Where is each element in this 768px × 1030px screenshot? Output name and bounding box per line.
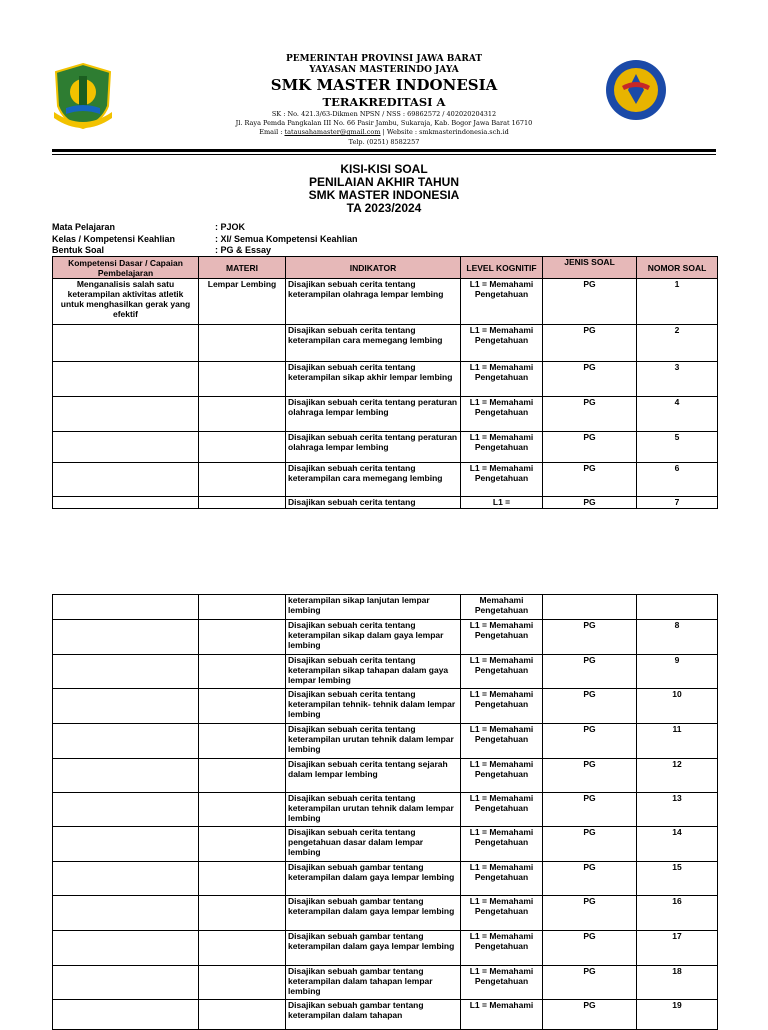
- jenis-cell: [543, 595, 637, 620]
- indikator-cell: Disajikan sebuah cerita tentang keterampilan cara memegang lembing: [286, 463, 461, 497]
- level-cell: L1 = Memahami Pengetahuan: [461, 397, 543, 432]
- nomor-cell: 14: [637, 827, 718, 862]
- jenis-cell: PG: [543, 827, 637, 862]
- materi-cell: [199, 432, 286, 463]
- materi-cell: [199, 362, 286, 397]
- header-materi: MATERI: [199, 257, 286, 279]
- letterhead-accreditation: TERAKREDITASI A: [322, 95, 446, 109]
- kd-cell: [53, 595, 199, 620]
- table-row: [53, 279, 718, 325]
- kd-cell: [53, 827, 199, 862]
- table-row: [53, 966, 718, 1000]
- materi-cell: [199, 463, 286, 497]
- jenis-cell: PG: [543, 896, 637, 931]
- kisi-kisi-table-part2: [52, 594, 718, 1030]
- jenis-cell: PG: [543, 397, 637, 432]
- header-jenis: JENIS SOAL: [543, 257, 637, 279]
- jenis-cell: PG: [543, 497, 637, 509]
- kd-cell: [53, 724, 199, 759]
- subject-value: : PJOK: [215, 222, 246, 232]
- indikator-cell: Disajikan sebuah cerita tentang: [286, 497, 461, 509]
- letterhead-foundation: YAYASAN MASTERINDO JAYA: [309, 65, 459, 75]
- table-row: [53, 362, 718, 397]
- table-row: [53, 862, 718, 896]
- indikator-cell: Disajikan sebuah cerita tentang pengetahuan dasar dalam lempar lembing: [286, 827, 461, 862]
- nomor-cell: 19: [637, 1000, 718, 1030]
- materi-cell: [199, 896, 286, 931]
- nomor-cell: 2: [637, 325, 718, 362]
- kd-cell: [53, 325, 199, 362]
- doc-title-line1: KISI-KISI SOAL: [340, 162, 428, 176]
- jenis-cell: PG: [543, 966, 637, 1000]
- level-cell: L1 = Memahami Pengetahuan: [461, 689, 543, 724]
- jenis-cell: PG: [543, 931, 637, 966]
- level-cell: L1 = Memahami Pengetahuan: [461, 827, 543, 862]
- level-cell: L1 = Memahami Pengetahuan: [461, 279, 543, 325]
- website-text: | Website : smkmasterindonesia.sch.id: [380, 128, 509, 136]
- table-row: [53, 497, 718, 509]
- kd-cell: [53, 759, 199, 793]
- materi-cell: [199, 862, 286, 896]
- table-row: [53, 724, 718, 759]
- materi-cell: [199, 325, 286, 362]
- materi-cell: [199, 620, 286, 655]
- indikator-cell: Disajikan sebuah cerita tentang keterampilan cara memegang lembing: [286, 325, 461, 362]
- indikator-cell: Disajikan sebuah cerita tentang keterampilan urutan tehnik dalam lempar lembing: [286, 793, 461, 827]
- letterhead-school-name: SMK MASTER INDONESIA: [270, 76, 498, 94]
- materi-cell: Lempar Lembing: [199, 279, 286, 325]
- level-cell: L1 = Memahami Pengetahuan: [461, 432, 543, 463]
- table-row: [53, 689, 718, 724]
- nomor-cell: 15: [637, 862, 718, 896]
- doc-title-line3: SMK MASTER INDONESIA: [308, 188, 460, 202]
- email-label: Email :: [259, 128, 285, 136]
- jenis-cell: PG: [543, 432, 637, 463]
- letterhead-contact: [0, 128, 768, 136]
- nomor-cell: 6: [637, 463, 718, 497]
- jenis-cell: PG: [543, 655, 637, 689]
- indikator-cell: Disajikan sebuah cerita tentang peraturan olahraga lempar lembing: [286, 397, 461, 432]
- nomor-cell: 12: [637, 759, 718, 793]
- level-cell: L1 = Memahami Pengetahuan: [461, 362, 543, 397]
- level-cell: L1 = Memahami Pengetahuan: [461, 463, 543, 497]
- kd-cell: [53, 463, 199, 497]
- indikator-cell: Disajikan sebuah cerita tentang keterampilan olahraga lempar lembing: [286, 279, 461, 325]
- kd-cell: [53, 689, 199, 724]
- level-cell: L1 = Memahami Pengetahuan: [461, 896, 543, 931]
- indikator-cell: Disajikan sebuah gambar tentang keterampilan dalam tahapan: [286, 1000, 461, 1030]
- level-cell: L1 = Memahami Pengetahuan: [461, 931, 543, 966]
- materi-cell: [199, 497, 286, 509]
- indikator-cell: Disajikan sebuah cerita tentang keterampilan sikap akhir lempar lembing: [286, 362, 461, 397]
- table-row: [53, 595, 718, 620]
- nomor-cell: 11: [637, 724, 718, 759]
- materi-cell: [199, 759, 286, 793]
- letterhead-address: Jl. Raya Pemda Pangkalan III No. 66 Pasir Jambu, Sukaraja, Kab. Bogor Jawa Barat 16710: [235, 119, 533, 127]
- materi-cell: [199, 793, 286, 827]
- indikator-cell: Disajikan sebuah gambar tentang keterampilan dalam gaya lempar lembing: [286, 862, 461, 896]
- level-cell: L1 = Memahami Pengetahuan: [461, 620, 543, 655]
- nomor-cell: 9: [637, 655, 718, 689]
- nomor-cell: [637, 595, 718, 620]
- materi-cell: [199, 724, 286, 759]
- form-value: : PG & Essay: [215, 245, 272, 255]
- level-cell: L1 = Memahami: [461, 1000, 543, 1030]
- materi-cell: [199, 931, 286, 966]
- nomor-cell: 17: [637, 931, 718, 966]
- letterhead-government: PEMERINTAH PROVINSI JAWA BARAT: [285, 54, 483, 64]
- kd-cell: Menganalisis salah satu keterampilan aktivitas atletik untuk menghasilkan gerak yang efektif: [53, 279, 199, 325]
- jenis-cell: PG: [543, 793, 637, 827]
- materi-cell: [199, 655, 286, 689]
- nomor-cell: 16: [637, 896, 718, 931]
- indikator-cell: keterampilan sikap lanjutan lempar lembing: [286, 595, 461, 620]
- indikator-cell: Disajikan sebuah gambar tentang keterampilan dalam tahapan lempar lembing: [286, 966, 461, 1000]
- level-cell: L1 = Memahami Pengetahuan: [461, 862, 543, 896]
- level-cell: L1 = Memahami Pengetahuan: [461, 759, 543, 793]
- kd-cell: [53, 397, 199, 432]
- indikator-cell: Disajikan sebuah cerita tentang keterampilan tehnik- tehnik dalam lempar lembing: [286, 689, 461, 724]
- kd-cell: [53, 931, 199, 966]
- header-level: LEVEL KOGNITIF: [461, 257, 543, 279]
- nomor-cell: 18: [637, 966, 718, 1000]
- table-row: [53, 432, 718, 463]
- level-cell: Memahami Pengetahuan: [461, 595, 543, 620]
- kd-cell: [53, 862, 199, 896]
- table-row: [53, 896, 718, 931]
- header-indikator: INDIKATOR: [286, 257, 461, 279]
- level-cell: L1 = Memahami Pengetahuan: [461, 655, 543, 689]
- jenis-cell: PG: [543, 1000, 637, 1030]
- table-row: [53, 1000, 718, 1030]
- header-nomor: NOMOR SOAL: [637, 257, 718, 279]
- kd-cell: [53, 497, 199, 509]
- level-cell: L1 = Memahami Pengetahuan: [461, 793, 543, 827]
- table-row: [53, 397, 718, 432]
- indikator-cell: Disajikan sebuah gambar tentang keterampilan dalam gaya lempar lembing: [286, 896, 461, 931]
- jenis-cell: PG: [543, 463, 637, 497]
- nomor-cell: 7: [637, 497, 718, 509]
- indikator-cell: Disajikan sebuah cerita tentang keterampilan sikap dalam gaya lempar lembing: [286, 620, 461, 655]
- kd-cell: [53, 432, 199, 463]
- doc-title-line2: PENILAIAN AKHIR TAHUN: [309, 175, 459, 189]
- jenis-cell: PG: [543, 689, 637, 724]
- jenis-cell: PG: [543, 279, 637, 325]
- jenis-cell: PG: [543, 325, 637, 362]
- nomor-cell: 5: [637, 432, 718, 463]
- letterhead-rule-thin: [52, 154, 716, 155]
- table-row: [53, 759, 718, 793]
- jenis-cell: PG: [543, 759, 637, 793]
- table-row: [53, 463, 718, 497]
- letterhead-rule-thick: [52, 149, 716, 152]
- table-row: [53, 931, 718, 966]
- table-row: [53, 655, 718, 689]
- table-row: [53, 620, 718, 655]
- class-label: Kelas / Kompetensi Keahlian: [52, 234, 176, 244]
- indikator-cell: Disajikan sebuah cerita tentang keterampilan sikap tahapan dalam gaya lempar lembing: [286, 655, 461, 689]
- kd-cell: [53, 966, 199, 1000]
- indikator-cell: Disajikan sebuah gambar tentang keterampilan dalam gaya lempar lembing: [286, 931, 461, 966]
- table-header-row: [53, 257, 718, 279]
- header-kd: Kompetensi Dasar / Capaian Pembelajaran: [53, 257, 199, 279]
- email-link[interactable]: tatausahamaster@gmail.com: [284, 128, 381, 136]
- jenis-cell: PG: [543, 362, 637, 397]
- letterhead-sk: SK : No. 421.3/63-Dikmen NPSN / NSS : 69862572 / 402020204312: [271, 110, 497, 118]
- level-cell: L1 =: [461, 497, 543, 509]
- jenis-cell: PG: [543, 862, 637, 896]
- nomor-cell: 8: [637, 620, 718, 655]
- materi-cell: [199, 966, 286, 1000]
- letterhead-phone: Telp. (0251) 8582257: [348, 138, 420, 146]
- indikator-cell: Disajikan sebuah cerita tentang keterampilan urutan tehnik dalam lempar lembing: [286, 724, 461, 759]
- materi-cell: [199, 1000, 286, 1030]
- jenis-cell: PG: [543, 620, 637, 655]
- doc-title-line4: TA 2023/2024: [346, 201, 422, 215]
- nomor-cell: 4: [637, 397, 718, 432]
- subject-label: Mata Pelajaran: [52, 222, 116, 232]
- table-row: [53, 793, 718, 827]
- indikator-cell: Disajikan sebuah cerita tentang peraturan olahraga lempar lembing: [286, 432, 461, 463]
- nomor-cell: 10: [637, 689, 718, 724]
- kd-cell: [53, 793, 199, 827]
- materi-cell: [199, 689, 286, 724]
- kd-cell: [53, 620, 199, 655]
- indikator-cell: Disajikan sebuah cerita tentang sejarah dalam lempar lembing: [286, 759, 461, 793]
- level-cell: L1 = Memahami Pengetahuan: [461, 724, 543, 759]
- jenis-cell: PG: [543, 724, 637, 759]
- class-value: : XI/ Semua Kompetensi Keahlian: [215, 234, 358, 244]
- table-row: [53, 325, 718, 362]
- level-cell: L1 = Memahami Pengetahuan: [461, 966, 543, 1000]
- kisi-kisi-table-part1: [52, 256, 718, 509]
- kd-cell: [53, 1000, 199, 1030]
- kd-cell: [53, 362, 199, 397]
- level-cell: L1 = Memahami Pengetahuan: [461, 325, 543, 362]
- form-label: Bentuk Soal: [52, 245, 105, 255]
- nomor-cell: 1: [637, 279, 718, 325]
- nomor-cell: 13: [637, 793, 718, 827]
- kd-cell: [53, 655, 199, 689]
- materi-cell: [199, 595, 286, 620]
- kd-cell: [53, 896, 199, 931]
- table-row: [53, 827, 718, 862]
- materi-cell: [199, 827, 286, 862]
- materi-cell: [199, 397, 286, 432]
- nomor-cell: 3: [637, 362, 718, 397]
